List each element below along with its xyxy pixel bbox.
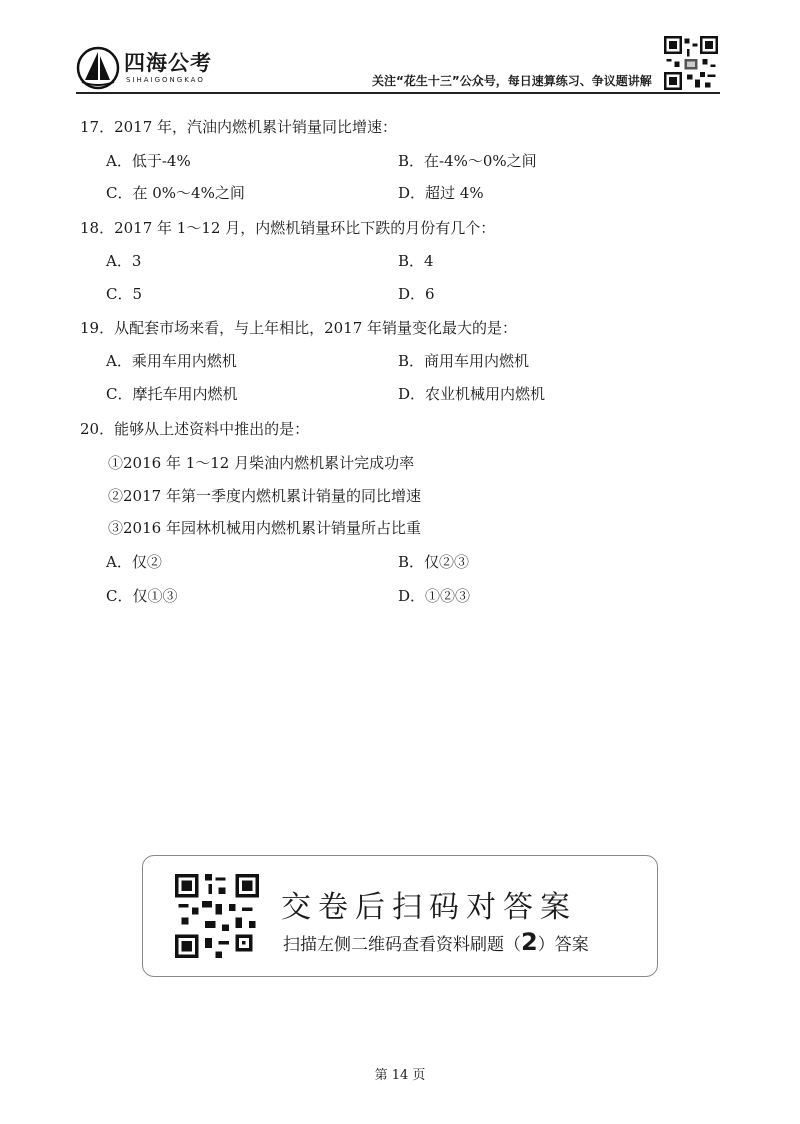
header-slogan: 关注“花生十三”公众号，每日速算练习、争议题讲解 bbox=[372, 74, 652, 88]
question-18-option-c: C．5 bbox=[106, 285, 143, 303]
question-18-stem: 18．2017 年 1～12 月，内燃机销量环比下跌的月份有几个： bbox=[80, 219, 496, 237]
question-20-item-3: ③2016 年园林机械用内燃机累计销量所占比重 bbox=[108, 519, 421, 537]
page-number: 第 14 页 bbox=[374, 1068, 426, 1083]
question-17-stem: 17．2017 年，汽油内燃机累计销量同比增速： bbox=[80, 118, 398, 136]
answer-qr-code-icon[interactable] bbox=[175, 874, 259, 958]
answer-box-title: 交卷后扫码对答案 bbox=[281, 890, 577, 925]
answer-box-subtitle bbox=[283, 928, 589, 956]
question-20-option-b: B．仅②③ bbox=[398, 553, 470, 571]
question-20-option-c: C．仅①③ bbox=[106, 587, 178, 605]
logo-subtitle: SIHAIGONGKAO bbox=[126, 76, 205, 84]
question-17-option-b: B．在-4%～0%之间 bbox=[398, 152, 537, 170]
question-19-stem: 19．从配套市场来看，与上年相比，2017 年销量变化最大的是： bbox=[80, 319, 518, 337]
answer-box-number: 2 bbox=[521, 928, 538, 956]
page-header bbox=[0, 0, 800, 100]
header-divider bbox=[76, 92, 720, 94]
question-19-option-b: B．商用车用内燃机 bbox=[398, 352, 530, 370]
answer-qr-panel bbox=[142, 855, 658, 977]
question-17-option-c: C．在 0%～4%之间 bbox=[106, 184, 245, 202]
question-18-option-b: B．4 bbox=[398, 252, 434, 270]
logo-title: 四海公考 bbox=[124, 51, 212, 75]
header-qr-code-icon bbox=[664, 36, 718, 90]
question-20-stem: 20．能够从上述资料中推出的是： bbox=[80, 420, 310, 438]
question-20-item-2: ②2017 年第一季度内燃机累计销量的同比增速 bbox=[108, 487, 421, 505]
question-17-option-a: A．低于-4% bbox=[106, 152, 191, 170]
question-20-option-a: A．仅② bbox=[106, 553, 162, 571]
question-18-option-a: A．3 bbox=[106, 252, 142, 270]
answer-box-subtitle-end: ）答案 bbox=[537, 935, 589, 955]
question-20-item-1: ①2016 年 1～12 月柴油内燃机累计完成功率 bbox=[108, 454, 415, 472]
question-19-option-c: C．摩托车用内燃机 bbox=[106, 385, 238, 403]
sailboat-logo-icon bbox=[76, 46, 120, 90]
question-18-option-d: D．6 bbox=[398, 285, 435, 303]
question-19-option-d: D．农业机械用内燃机 bbox=[398, 385, 546, 403]
question-19-option-a: A．乘用车用内燃机 bbox=[106, 352, 237, 370]
question-17-option-d: D．超过 4% bbox=[398, 184, 484, 202]
question-20-option-d: D．①②③ bbox=[398, 587, 471, 605]
answer-box-subtitle-text: 扫描左侧二维码查看资料刷题（ bbox=[283, 935, 521, 955]
brand-logo bbox=[76, 44, 236, 92]
